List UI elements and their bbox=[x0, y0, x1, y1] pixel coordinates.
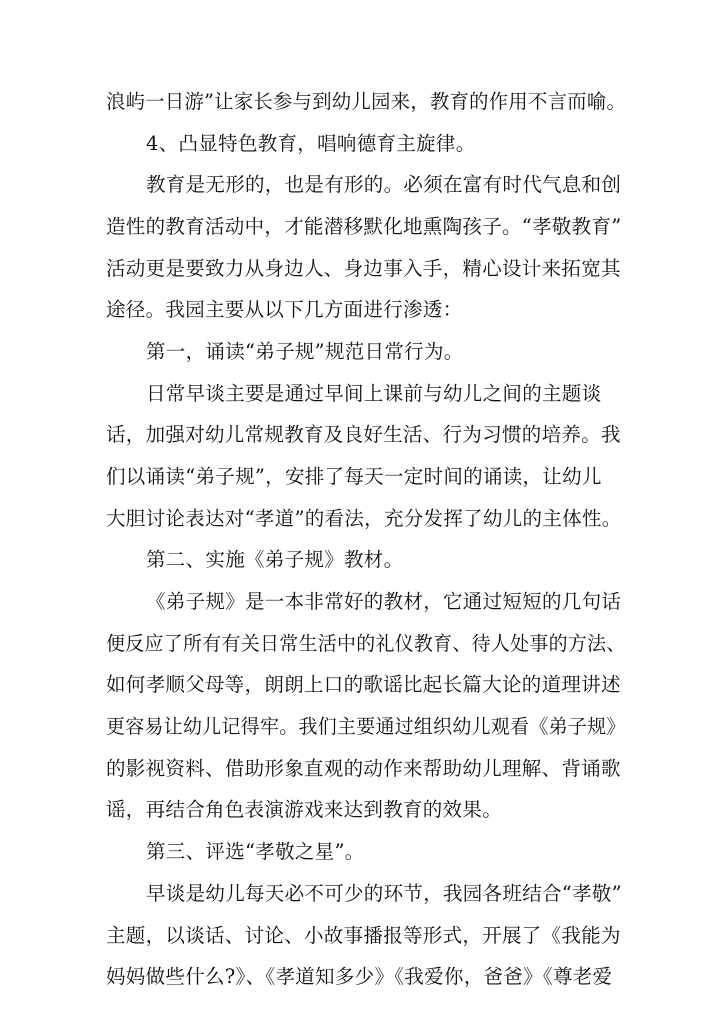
text-line: 早谈是幼儿每天必不可少的环节，我园各班结合“孝敬” bbox=[146, 882, 622, 905]
subheading: 第二、实施《弟子规》教材。 bbox=[146, 548, 404, 571]
text-line: 造性的教育活动中，才能潜移默化地熏陶孩子。“孝敬教育” bbox=[106, 215, 622, 238]
text-line: 便反应了所有有关日常生活中的礼仪教育、待人处事的方法、 bbox=[106, 632, 626, 655]
text-line: 教育是无形的，也是有形的。必须在富有时代气息和创 bbox=[146, 173, 622, 196]
subheading: 第一，诵读“弟子规”规范日常行为。 bbox=[146, 340, 464, 363]
text-line: 们以诵读“弟子规”，安排了每天一定时间的诵读，让幼儿 bbox=[106, 465, 602, 488]
text-line: 如何孝顺父母等，朗朗上口的歌谣比起长篇大论的道理讲述 bbox=[106, 673, 621, 696]
text-line: 途径。我园主要从以下几方面进行渗透： bbox=[106, 298, 463, 321]
text-line: 的影视资料、借助形象直观的动作来帮助幼儿理解、背诵歌 bbox=[106, 757, 621, 780]
section-heading: 4、凸显特色教育，唱响德育主旋律。 bbox=[146, 132, 476, 155]
subheading: 第三、评选“孝敬之星”。 bbox=[146, 840, 365, 863]
text-line: 话，加强对幼儿常规教育及良好生活、行为习惯的培养。我 bbox=[106, 423, 621, 446]
text-line: 《弟子规》是一本非常好的教材，它通过短短的几句话 bbox=[146, 590, 622, 613]
text-line: 活动更是要致力从身边人、身边事入手，精心设计来拓宽其 bbox=[106, 257, 621, 280]
text-line: 妈妈做些什么?》、《孝道知多少》《我爱你，爸爸》《尊老爱 bbox=[106, 965, 613, 988]
text-line: 主题，以谈话、讨论、小故事播报等形式，开展了《我能为 bbox=[106, 924, 621, 947]
text-line: 谣，再结合角色表演游戏来达到教育的效果。 bbox=[106, 798, 503, 821]
text-line: 浪屿一日游”让家长参与到幼儿园来，教育的作用不言而喻。 bbox=[106, 90, 627, 113]
text-line: 大胆讨论表达对“孝道”的看法，充分发挥了幼儿的主体性。 bbox=[106, 507, 622, 530]
text-line: 更容易让幼儿记得牢。我们主要通过组织幼儿观看《弟子规》 bbox=[106, 715, 626, 738]
text-line: 日常早谈主要是通过早间上课前与幼儿之间的主题谈 bbox=[146, 382, 602, 405]
